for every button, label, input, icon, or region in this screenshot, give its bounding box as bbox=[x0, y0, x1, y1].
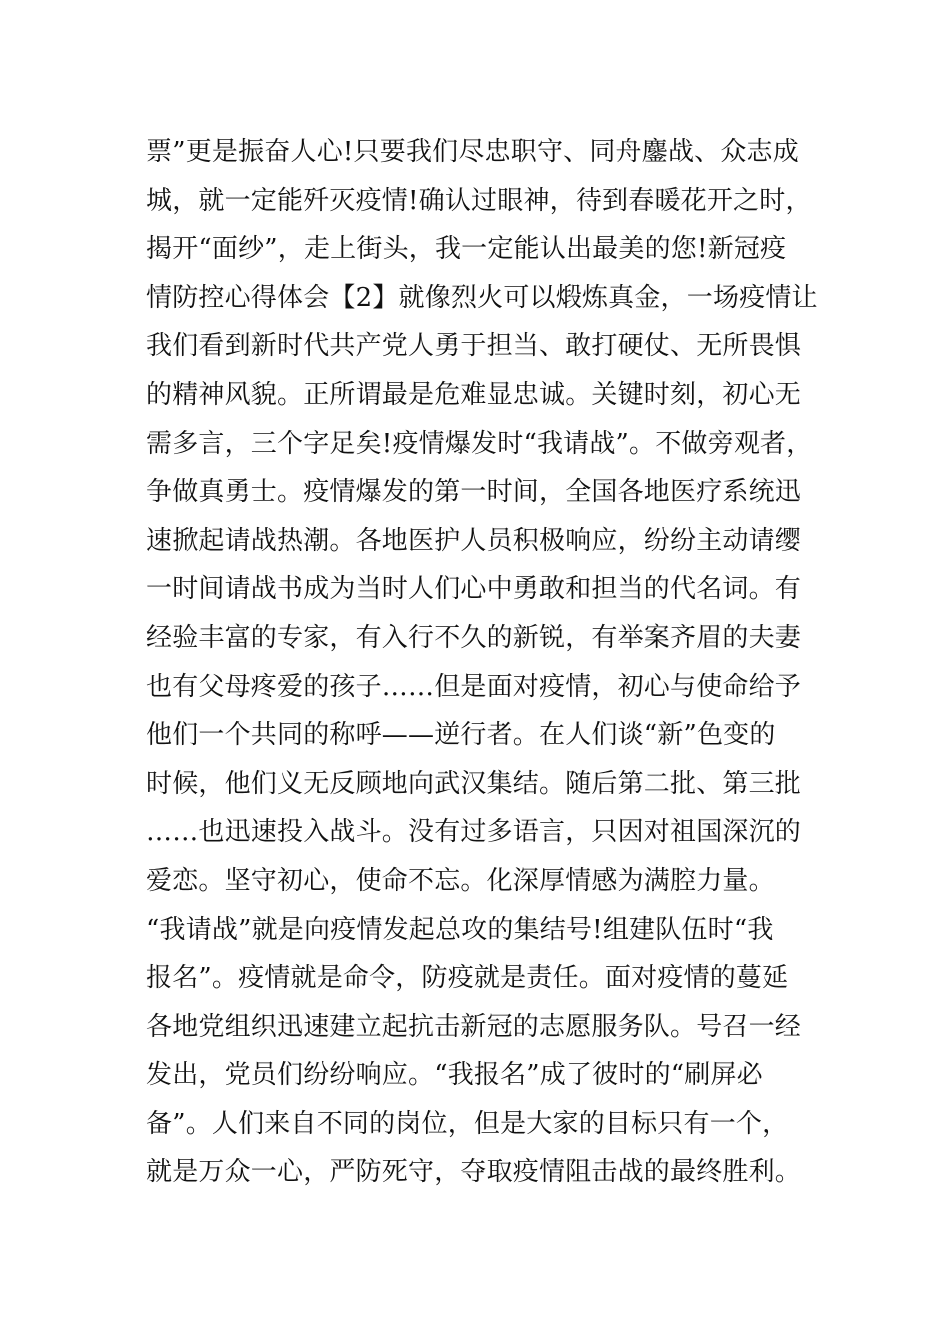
text-line: 报名”。疫情就是命令，防疫就是责任。面对疫情的蔓延 bbox=[146, 963, 789, 994]
text-line: 城，就一定能歼灭疫情!确认过眼神，待到春暖花开之时， bbox=[146, 185, 812, 216]
text-line: 他们一个共同的称呼——逆行者。在人们谈“新”色变的 bbox=[146, 720, 776, 751]
text-line: 备”。人们来自不同的岗位，但是大家的目标只有一个， bbox=[146, 1108, 789, 1139]
text-line: ……也迅速投入战斗。没有过多语言，只因对祖国深沉的 bbox=[146, 817, 802, 848]
text-line: 需多言，三个字足矣!疫情爆发时“我请战”。不做旁观者， bbox=[146, 428, 813, 459]
text-line: 速掀起请战热潮。各地医护人员积极响应，纷纷主动请缨 bbox=[146, 525, 802, 556]
text-line: 一时间请战书成为当时人们心中勇敢和担当的代名词。有 bbox=[146, 574, 802, 605]
text-line: 我们看到新时代共产党人勇于担当、敢打硬仗、无所畏惧 bbox=[146, 331, 802, 362]
text-line: 的精神风貌。正所谓最是危难显忠诚。关键时刻，初心无 bbox=[146, 379, 802, 410]
text-line: 也有父母疼爱的孩子……但是面对疫情，初心与使命给予 bbox=[146, 671, 802, 702]
text-line: 发出，党员们纷纷响应。“我报名”成了彼时的“刷屏必 bbox=[146, 1060, 763, 1091]
text-line: 情防控心得体会【2】就像烈火可以煅炼真金，一场疫情让 bbox=[146, 282, 818, 313]
text-line: “我请战”就是向疫情发起总攻的集结号!组建队伍时“我 bbox=[146, 914, 774, 945]
body-text bbox=[146, 128, 846, 1197]
text-line: 票”更是振奋人心!只要我们尽忠职守、同舟鏖战、众志成 bbox=[146, 137, 799, 167]
text-line: 各地党组织迅速建立起抗击新冠的志愿服务队。号召一经 bbox=[146, 1011, 802, 1042]
text-line: 揭开“面纱”，走上街头，我一定能认出最美的您!新冠疫 bbox=[146, 234, 787, 265]
text-line: 经验丰富的专家，有入行不久的新锐，有举案齐眉的夫妻 bbox=[146, 622, 802, 653]
text-line: 争做真勇士。疫情爆发的第一时间，全国各地医疗系统迅 bbox=[146, 477, 802, 508]
text-line: 就是万众一心，严防死守，夺取疫情阻击战的最终胜利。 bbox=[146, 1157, 802, 1188]
text-line: 时候，他们义无反顾地向武汉集结。随后第二批、第三批 bbox=[146, 768, 802, 799]
text-line: 爱恋。坚守初心，使命不忘。化深厚情感为满腔力量。 bbox=[146, 865, 775, 896]
